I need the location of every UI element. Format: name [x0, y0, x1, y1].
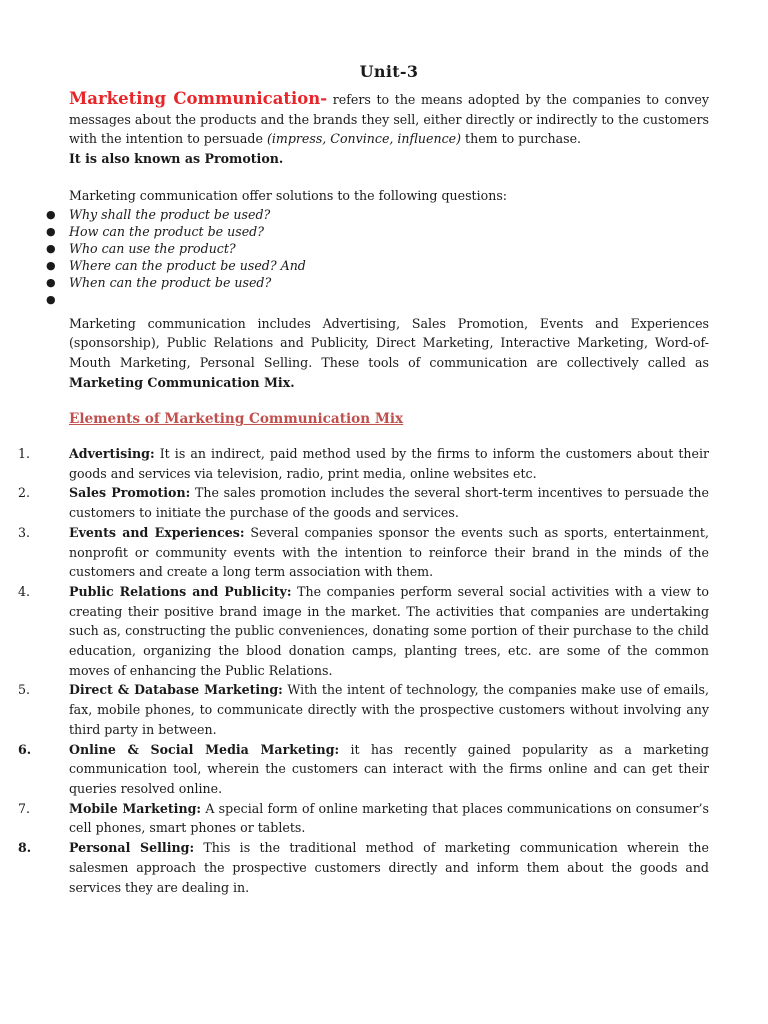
item-term: Direct & Database Marketing:: [69, 682, 283, 698]
bullet-icon: ●: [46, 292, 56, 306]
intro-heading: Marketing Communication-: [69, 89, 328, 108]
section-heading: Elements of Marketing Communication Mix: [69, 411, 404, 428]
item-term: Mobile Marketing:: [69, 800, 202, 816]
item-text: The sales promotion includes the several short-term incentives to persuade the customers to initiate the purchase of the goods and services.: [69, 485, 709, 521]
item-text: It is an indirect, paid method used by the firms to inform the customers about their goods and services via television, radio, print media, online websites etc.: [69, 446, 709, 481]
item-term: Advertising:: [69, 446, 155, 462]
promotion-bold: Promotion.: [204, 151, 284, 167]
bullet-icon: ●: [46, 207, 56, 221]
item-text: it has recently gained popularity as a marketing communication tool, wherein the customers can interact with the firms online and can get their queries resolved online.: [69, 741, 709, 796]
list-item: [18, 799, 709, 838]
questions-list: [46, 206, 709, 308]
list-item: [46, 274, 709, 291]
list-item: [46, 257, 709, 274]
item-number: 5.: [18, 682, 31, 698]
list-item: [18, 740, 709, 799]
item-text: A special form of online marketing that places communications on consumer’s cell phones, smart phones or tablets.: [69, 800, 709, 836]
bullet-icon: ●: [46, 258, 56, 272]
list-item: [46, 240, 709, 257]
list-item-text: Why shall the product be used?: [69, 206, 271, 222]
page-title: Unit-3: [359, 62, 419, 81]
item-text: The companies perform several social activities with a view to creating their positive brand image in the market. The activities that companies are undertaking such as, constructing the public conveniences, donating some portion of their purchase to the child education, organizing the blood donation camps, planting trees, etc. are some of the common moves of enhancing the Public Relations.: [69, 583, 709, 678]
bullet-icon: ●: [46, 241, 56, 255]
item-number: 3.: [18, 524, 31, 540]
list-item-text: Who can use the product?: [69, 240, 236, 256]
bullet-icon: ●: [46, 224, 56, 238]
list-item: [18, 483, 709, 522]
list-item: [46, 291, 709, 308]
item-term: Public Relations and Publicity:: [69, 583, 292, 599]
item-term: Sales Promotion:: [69, 485, 191, 501]
list-item: [46, 206, 709, 223]
document-body: [18, 60, 710, 897]
intro-paragraph: [69, 89, 709, 149]
list-item: [46, 223, 709, 240]
includes-bold: Marketing Communication Mix.: [69, 374, 295, 390]
intro-italic: (impress, Convince, influence): [266, 131, 462, 147]
includes-text: Marketing communication includes Advertising, Sales Promotion, Events and Experiences (sponsorship), Public Relations and Publicity, Direct Marketing, Interactive Marketing, Word-of- Mouth Marketing, Personal Selling. These tools of communication are collectively called as: [69, 315, 709, 370]
item-text: Several companies sponsor the events such as sports, entertainment, nonprofit or community events with the intention to reinforce their brand in the minds of the customers and create a long term association with them.: [69, 524, 709, 580]
promotion-line: [69, 149, 709, 169]
item-number: 8.: [18, 840, 32, 856]
intro-text-1: refers to the means adopted by the companies to convey messages about the products and the brands they sell, either directly or indirectly to the customers with the intention to persuade: [69, 92, 709, 147]
bullet-icon: ●: [46, 275, 56, 289]
list-item: [18, 582, 709, 681]
list-item-text: When can the product be used?: [69, 274, 272, 290]
item-number: 6.: [18, 741, 32, 757]
list-item: [18, 838, 710, 897]
intro-text-2: them to purchase.: [461, 131, 582, 147]
item-number: 2.: [18, 485, 31, 501]
item-number: 1.: [18, 446, 31, 462]
item-number: 4.: [18, 583, 31, 599]
list-item: [18, 523, 709, 582]
item-text: With the intent of technology, the companies make use of emails, fax, mobile phones, to communicate directly with the prospective customers without involving any third party in between.: [69, 682, 709, 737]
includes-paragraph: [69, 314, 709, 393]
item-term: Personal Selling:: [69, 840, 195, 856]
elements-list: [18, 444, 710, 897]
list-item: [18, 680, 709, 739]
list-item-text: How can the product be used?: [69, 223, 264, 239]
promotion-prefix: It is also known as: [69, 151, 205, 167]
list-item-text: Where can the product be used? And: [69, 257, 306, 273]
item-term: Online & Social Media Marketing:: [69, 741, 340, 757]
item-number: 7.: [18, 800, 31, 816]
item-text: This is the traditional method of marketing communication wherein the salesmen approach the prospective customers directly and inform them about the goods and services they are dealing in.: [69, 840, 710, 895]
item-term: Events and Experiences:: [69, 524, 245, 540]
list-item: [18, 444, 709, 483]
spacer: [69, 169, 709, 186]
questions-lead: Marketing communication offer solutions to the following questions:: [69, 187, 508, 203]
